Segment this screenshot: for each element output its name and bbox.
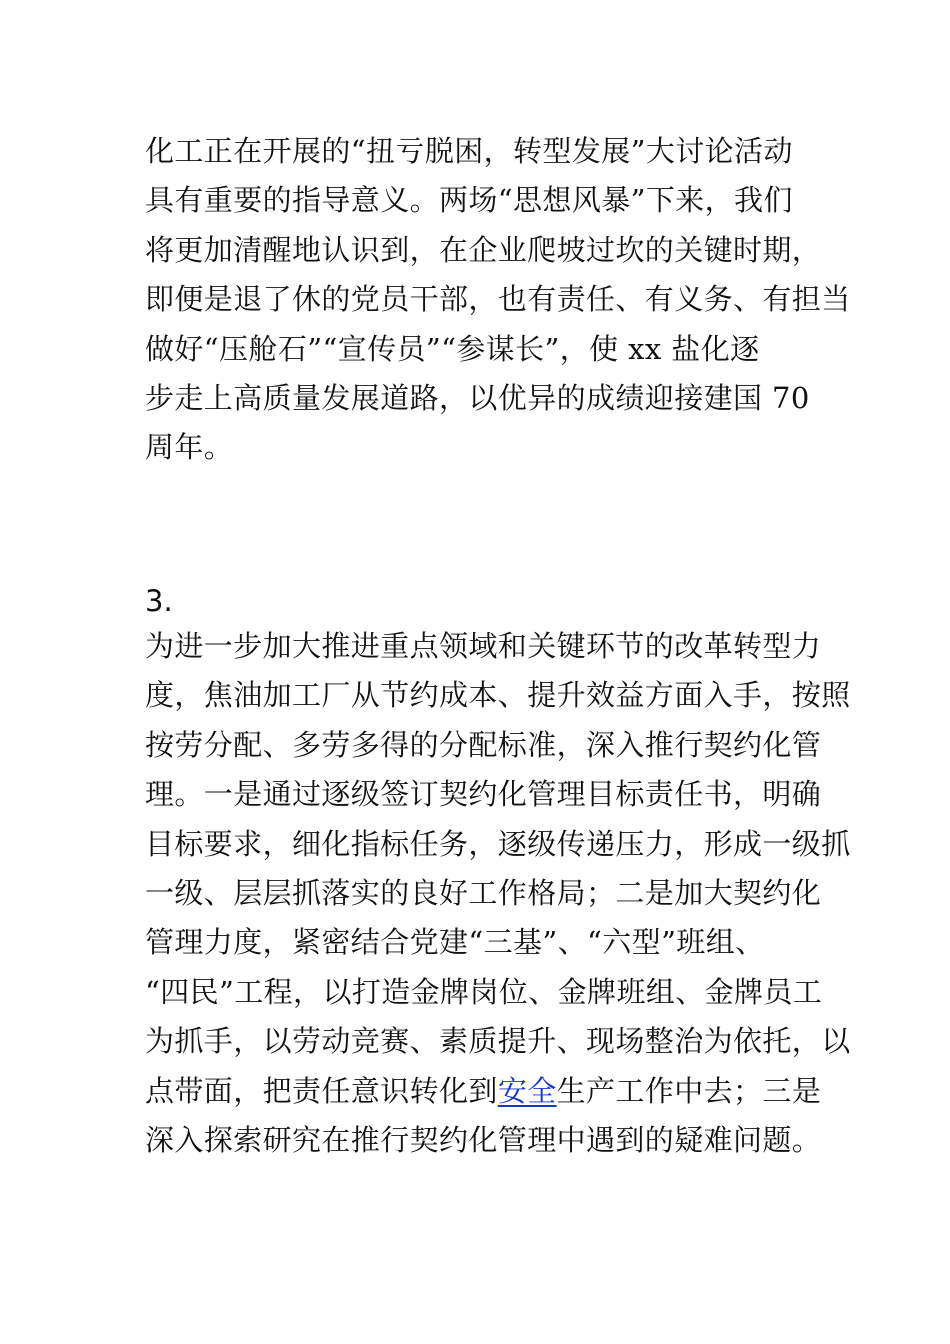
paragraph-line: 理。一是通过逐级签订契约化管理目标责任书，明确	[145, 777, 822, 812]
paragraph-line: 即便是退了休的党员干部，也有责任、有义务、有担当	[145, 282, 851, 317]
paragraph-line: 将更加清醒地认识到，在企业爬坡过坎的关键时期，	[145, 232, 822, 267]
paragraph-line: 做好“压舱石”“宣传员”“参谋长”，使 xx 盐化逐	[145, 331, 760, 366]
paragraph-line: 化工正在开展的“扭亏脱困，转型发展”大讨论活动	[145, 134, 793, 168]
paragraph-line: 步走上高质量发展道路，以优异的成绩迎接建国 70	[145, 380, 810, 415]
paragraph-line: 具有重要的指导意义。两场“思想风暴”下来，我们	[145, 183, 793, 218]
paragraph-line: 为抓手，以劳动竞赛、素质提升、现场整治为依托，以	[145, 1024, 851, 1059]
paragraph-line: 深入探索研究在推行契约化管理中遇到的疑难问题。	[145, 1122, 822, 1157]
paragraph-2	[145, 622, 851, 1165]
paragraph-line: 目标要求，细化指标任务，逐级传递压力，形成一级抓	[145, 826, 851, 861]
paragraph-1	[145, 127, 851, 473]
paragraph-line: 一级、层层抓落实的良好工作格局；二是加大契约化	[145, 875, 822, 910]
link-line-after: 生产工作中去；三是	[556, 1073, 822, 1108]
paragraph-line: 按劳分配、多劳多得的分配标准，深入推行契约化管	[145, 727, 822, 762]
paragraph-line: 周年。	[145, 430, 234, 465]
paragraph-line-with-link	[145, 1067, 822, 1116]
section-number: 3.	[145, 584, 173, 618]
link-line-before: 点带面，把责任意识转化到	[145, 1073, 498, 1108]
paragraph-line: 管理力度，紧密结合党建“三基”、“六型”班组、	[145, 925, 765, 960]
safety-link[interactable]: 安全	[497, 1073, 557, 1108]
paragraph-line: “四民”工程，以打造金牌岗位、金牌班组、金牌员工	[145, 974, 823, 1009]
paragraph-line: 为进一步加大推进重点领域和关键环节的改革转型力	[145, 629, 822, 663]
paragraph-line: 度，焦油加工厂从节约成本、提升效益方面入手，按照	[145, 678, 851, 713]
